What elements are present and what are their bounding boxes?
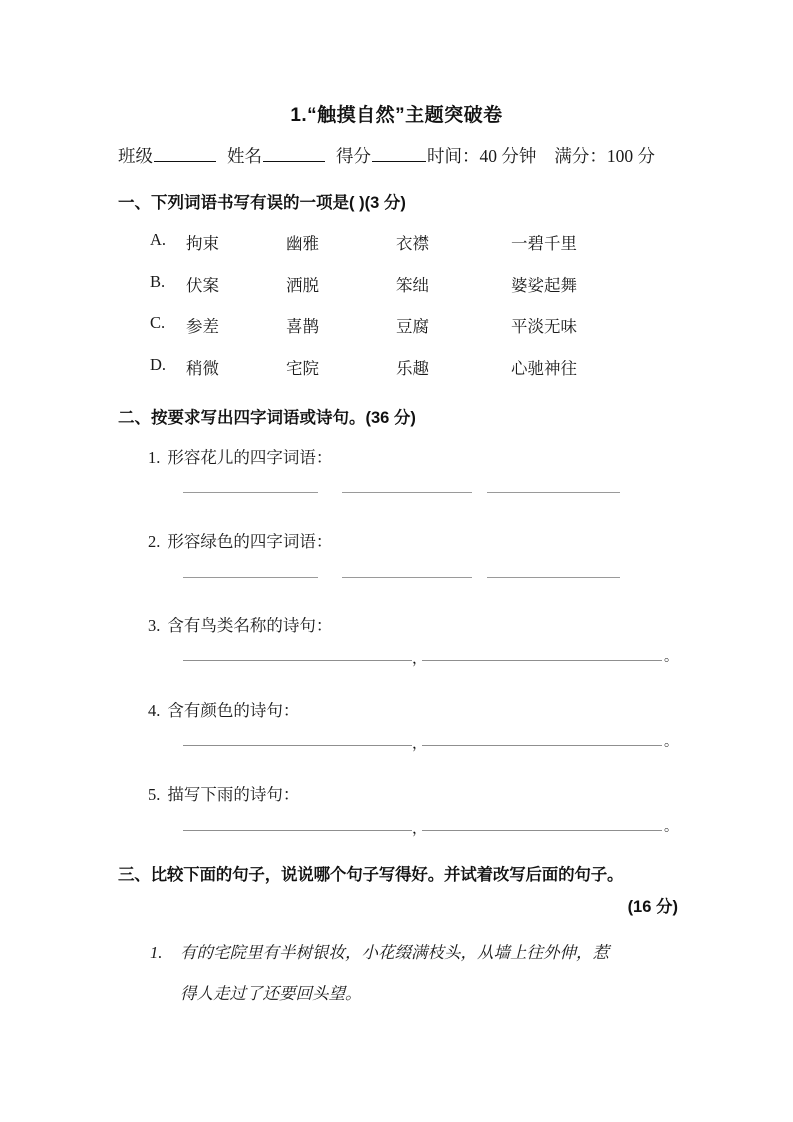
time-label: 时间：40 分钟 bbox=[427, 146, 537, 166]
option-b-word-1: 伏案 bbox=[186, 276, 219, 295]
answer-blank[interactable] bbox=[422, 830, 662, 831]
option-row-c[interactable] bbox=[150, 313, 710, 337]
option-label-c: C. bbox=[150, 313, 166, 332]
question-2-1-text: 形容花儿的四字词语： bbox=[167, 448, 333, 467]
option-d-word-2: 宅院 bbox=[286, 359, 319, 378]
period-mark: 。 bbox=[664, 735, 678, 750]
answer-blank[interactable] bbox=[422, 745, 662, 746]
comma-separator: ， bbox=[412, 736, 428, 752]
question-2-3 bbox=[148, 612, 332, 636]
option-a-word-1: 拘束 bbox=[186, 234, 219, 253]
question-2-3-number: 3. bbox=[148, 616, 161, 635]
section-heading-one: 一、下列词语书写有误的一项是( )(3 分) bbox=[118, 194, 406, 212]
option-d-word-3: 乐趣 bbox=[396, 359, 429, 378]
option-c-word-4: 平淡无味 bbox=[511, 317, 577, 336]
sentence-item-number: 1. bbox=[150, 943, 163, 962]
question-2-4 bbox=[148, 697, 299, 721]
option-a-word-2: 幽雅 bbox=[286, 234, 319, 253]
question-2-1-number: 1. bbox=[148, 448, 161, 467]
answer-blank[interactable] bbox=[342, 577, 472, 578]
answer-blanks-2-5[interactable] bbox=[183, 815, 683, 835]
answer-blank[interactable] bbox=[183, 660, 412, 661]
comma-separator: ， bbox=[412, 821, 428, 837]
section-three-points: (16 分) bbox=[627, 898, 678, 916]
student-info-bar bbox=[118, 143, 698, 168]
answer-blank[interactable] bbox=[487, 577, 620, 578]
sentence-comparison-item-1 bbox=[150, 932, 690, 1014]
option-a-word-3: 衣襟 bbox=[396, 234, 429, 253]
page-title: 1.“触摸自然”主题突破卷 bbox=[290, 105, 503, 126]
answer-blank[interactable] bbox=[422, 660, 662, 661]
option-label-b: B. bbox=[150, 272, 166, 291]
answer-blanks-2-4[interactable] bbox=[183, 730, 683, 750]
answer-blank[interactable] bbox=[183, 577, 318, 578]
name-blank[interactable] bbox=[263, 144, 325, 162]
option-label-a: A. bbox=[150, 230, 167, 249]
question-2-4-number: 4. bbox=[148, 701, 161, 720]
score-label: 得分 bbox=[336, 146, 371, 166]
total-points-label: 满分：100 分 bbox=[554, 146, 655, 166]
answer-blanks-2-1[interactable] bbox=[183, 492, 683, 506]
question-2-4-text: 含有颜色的诗句： bbox=[167, 701, 300, 720]
answer-blank[interactable] bbox=[183, 492, 318, 493]
sentence-line-1 bbox=[150, 932, 690, 973]
sentence-text-line-1: 有的宅院里有半树银妆，小花缀满枝头，从墙上往外伸，惹 bbox=[180, 943, 609, 962]
question-2-2-number: 2. bbox=[148, 532, 161, 551]
answer-blanks-2-3[interactable] bbox=[183, 645, 683, 665]
question-2-2 bbox=[148, 528, 332, 552]
comma-separator: ， bbox=[412, 651, 428, 667]
question-2-5-number: 5. bbox=[148, 785, 161, 804]
answer-blank[interactable] bbox=[487, 492, 620, 493]
sentence-line-2 bbox=[150, 973, 690, 1014]
period-mark: 。 bbox=[664, 820, 678, 835]
question-2-5-text: 描写下雨的诗句： bbox=[167, 785, 300, 804]
score-blank[interactable] bbox=[372, 144, 426, 162]
name-label: 姓名 bbox=[227, 146, 262, 166]
sentence-text-line-2: 得人走过了还要回头望。 bbox=[180, 984, 362, 1003]
period-mark: 。 bbox=[664, 650, 678, 665]
option-b-word-3: 笨绌 bbox=[396, 276, 429, 295]
answer-blanks-2-2[interactable] bbox=[183, 577, 683, 591]
question-2-5 bbox=[148, 781, 299, 805]
option-row-b[interactable] bbox=[150, 272, 710, 296]
question-2-2-text: 形容绿色的四字词语： bbox=[167, 532, 333, 551]
class-blank[interactable] bbox=[154, 144, 216, 162]
option-b-word-4: 婆娑起舞 bbox=[511, 276, 577, 295]
option-row-a[interactable] bbox=[150, 230, 710, 254]
option-d-word-1: 稍微 bbox=[186, 359, 219, 378]
option-c-word-3: 豆腐 bbox=[396, 317, 429, 336]
answer-blank[interactable] bbox=[342, 492, 472, 493]
question-2-3-text: 含有鸟类名称的诗句： bbox=[167, 616, 333, 635]
question-2-1 bbox=[148, 444, 332, 468]
option-c-word-2: 喜鹊 bbox=[286, 317, 319, 336]
answer-blank[interactable] bbox=[183, 745, 412, 746]
answer-blank[interactable] bbox=[183, 830, 412, 831]
option-a-word-4: 一碧千里 bbox=[511, 234, 577, 253]
option-d-word-4: 心驰神往 bbox=[511, 359, 577, 378]
class-label: 班级 bbox=[118, 146, 153, 166]
section-heading-three: 三、比较下面的句子，说说哪个句子写得好。并试着改写后面的句子。 bbox=[118, 866, 624, 884]
option-c-word-1: 参差 bbox=[186, 317, 219, 336]
section-heading-two: 二、按要求写出四字词语或诗句。(36 分) bbox=[118, 409, 416, 427]
option-row-d[interactable] bbox=[150, 355, 710, 379]
option-label-d: D. bbox=[150, 355, 167, 374]
option-b-word-2: 洒脱 bbox=[286, 276, 319, 295]
